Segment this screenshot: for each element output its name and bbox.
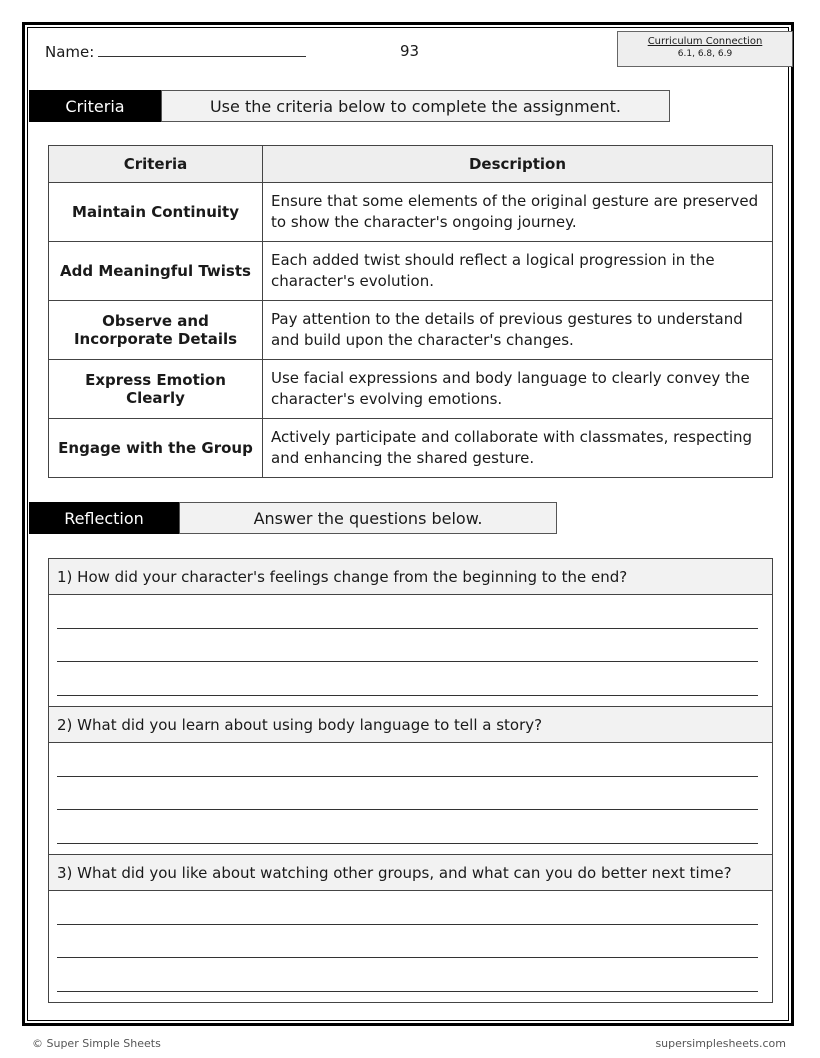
criteria-bar-label: Criteria bbox=[29, 90, 161, 122]
footer-website: supersimplesheets.com bbox=[655, 1037, 786, 1050]
description-cell: Use facial expressions and body language to clearly convey the character's evolving emotions. bbox=[263, 360, 773, 419]
answer-line[interactable] bbox=[57, 695, 758, 696]
question-box-1 bbox=[48, 558, 773, 707]
criteria-table bbox=[48, 145, 773, 478]
description-cell: Actively participate and collaborate with classmates, respecting and enhancing the shared gesture. bbox=[263, 419, 773, 478]
table-row bbox=[49, 360, 773, 419]
table-row bbox=[49, 301, 773, 360]
criterion-cell: Add Meaningful Twists bbox=[49, 242, 263, 301]
name-label: Name: bbox=[45, 43, 95, 61]
criterion-cell: Engage with the Group bbox=[49, 419, 263, 478]
table-row bbox=[49, 242, 773, 301]
description-column-header: Description bbox=[263, 146, 773, 183]
table-row bbox=[49, 419, 773, 478]
criteria-bar-instruction: Use the criteria below to complete the assignment. bbox=[161, 90, 670, 122]
description-cell: Ensure that some elements of the original gesture are preserved to show the character's ongoing journey. bbox=[263, 183, 773, 242]
table-row bbox=[49, 183, 773, 242]
criteria-column-header: Criteria bbox=[49, 146, 263, 183]
curriculum-connection-box bbox=[617, 31, 793, 67]
curriculum-title: Curriculum Connection bbox=[647, 36, 763, 47]
table-header-row bbox=[49, 146, 773, 183]
name-blank-line[interactable] bbox=[98, 42, 306, 57]
answer-line[interactable] bbox=[57, 776, 758, 777]
answer-line[interactable] bbox=[57, 924, 758, 925]
footer-copyright: © Super Simple Sheets bbox=[32, 1037, 161, 1050]
reflection-bar-instruction: Answer the questions below. bbox=[179, 502, 557, 534]
criteria-section-bar bbox=[29, 90, 670, 122]
criterion-cell: Express Emotion Clearly bbox=[49, 360, 263, 419]
question-1-text: 1) How did your character's feelings change from the beginning to the end? bbox=[49, 559, 772, 595]
answer-line[interactable] bbox=[57, 957, 758, 958]
question-box-2 bbox=[48, 706, 773, 855]
answer-line[interactable] bbox=[57, 661, 758, 662]
name-field bbox=[45, 42, 306, 61]
reflection-bar-label: Reflection bbox=[29, 502, 179, 534]
criterion-cell: Observe and Incorporate Details bbox=[49, 301, 263, 360]
reflection-section-bar bbox=[29, 502, 557, 534]
question-3-text: 3) What did you like about watching other groups, and what can you do better next time? bbox=[49, 855, 772, 891]
answer-line[interactable] bbox=[57, 991, 758, 992]
criterion-cell: Maintain Continuity bbox=[49, 183, 263, 242]
answer-line[interactable] bbox=[57, 843, 758, 844]
description-cell: Each added twist should reflect a logical progression in the character's evolution. bbox=[263, 242, 773, 301]
page-number: 93 bbox=[400, 42, 420, 60]
question-2-text: 2) What did you learn about using body language to tell a story? bbox=[49, 707, 772, 743]
question-box-3 bbox=[48, 854, 773, 1003]
answer-line[interactable] bbox=[57, 809, 758, 810]
description-cell: Pay attention to the details of previous gestures to understand and build upon the character's changes. bbox=[263, 301, 773, 360]
curriculum-codes: 6.1, 6.8, 6.9 bbox=[677, 49, 733, 59]
answer-line[interactable] bbox=[57, 628, 758, 629]
